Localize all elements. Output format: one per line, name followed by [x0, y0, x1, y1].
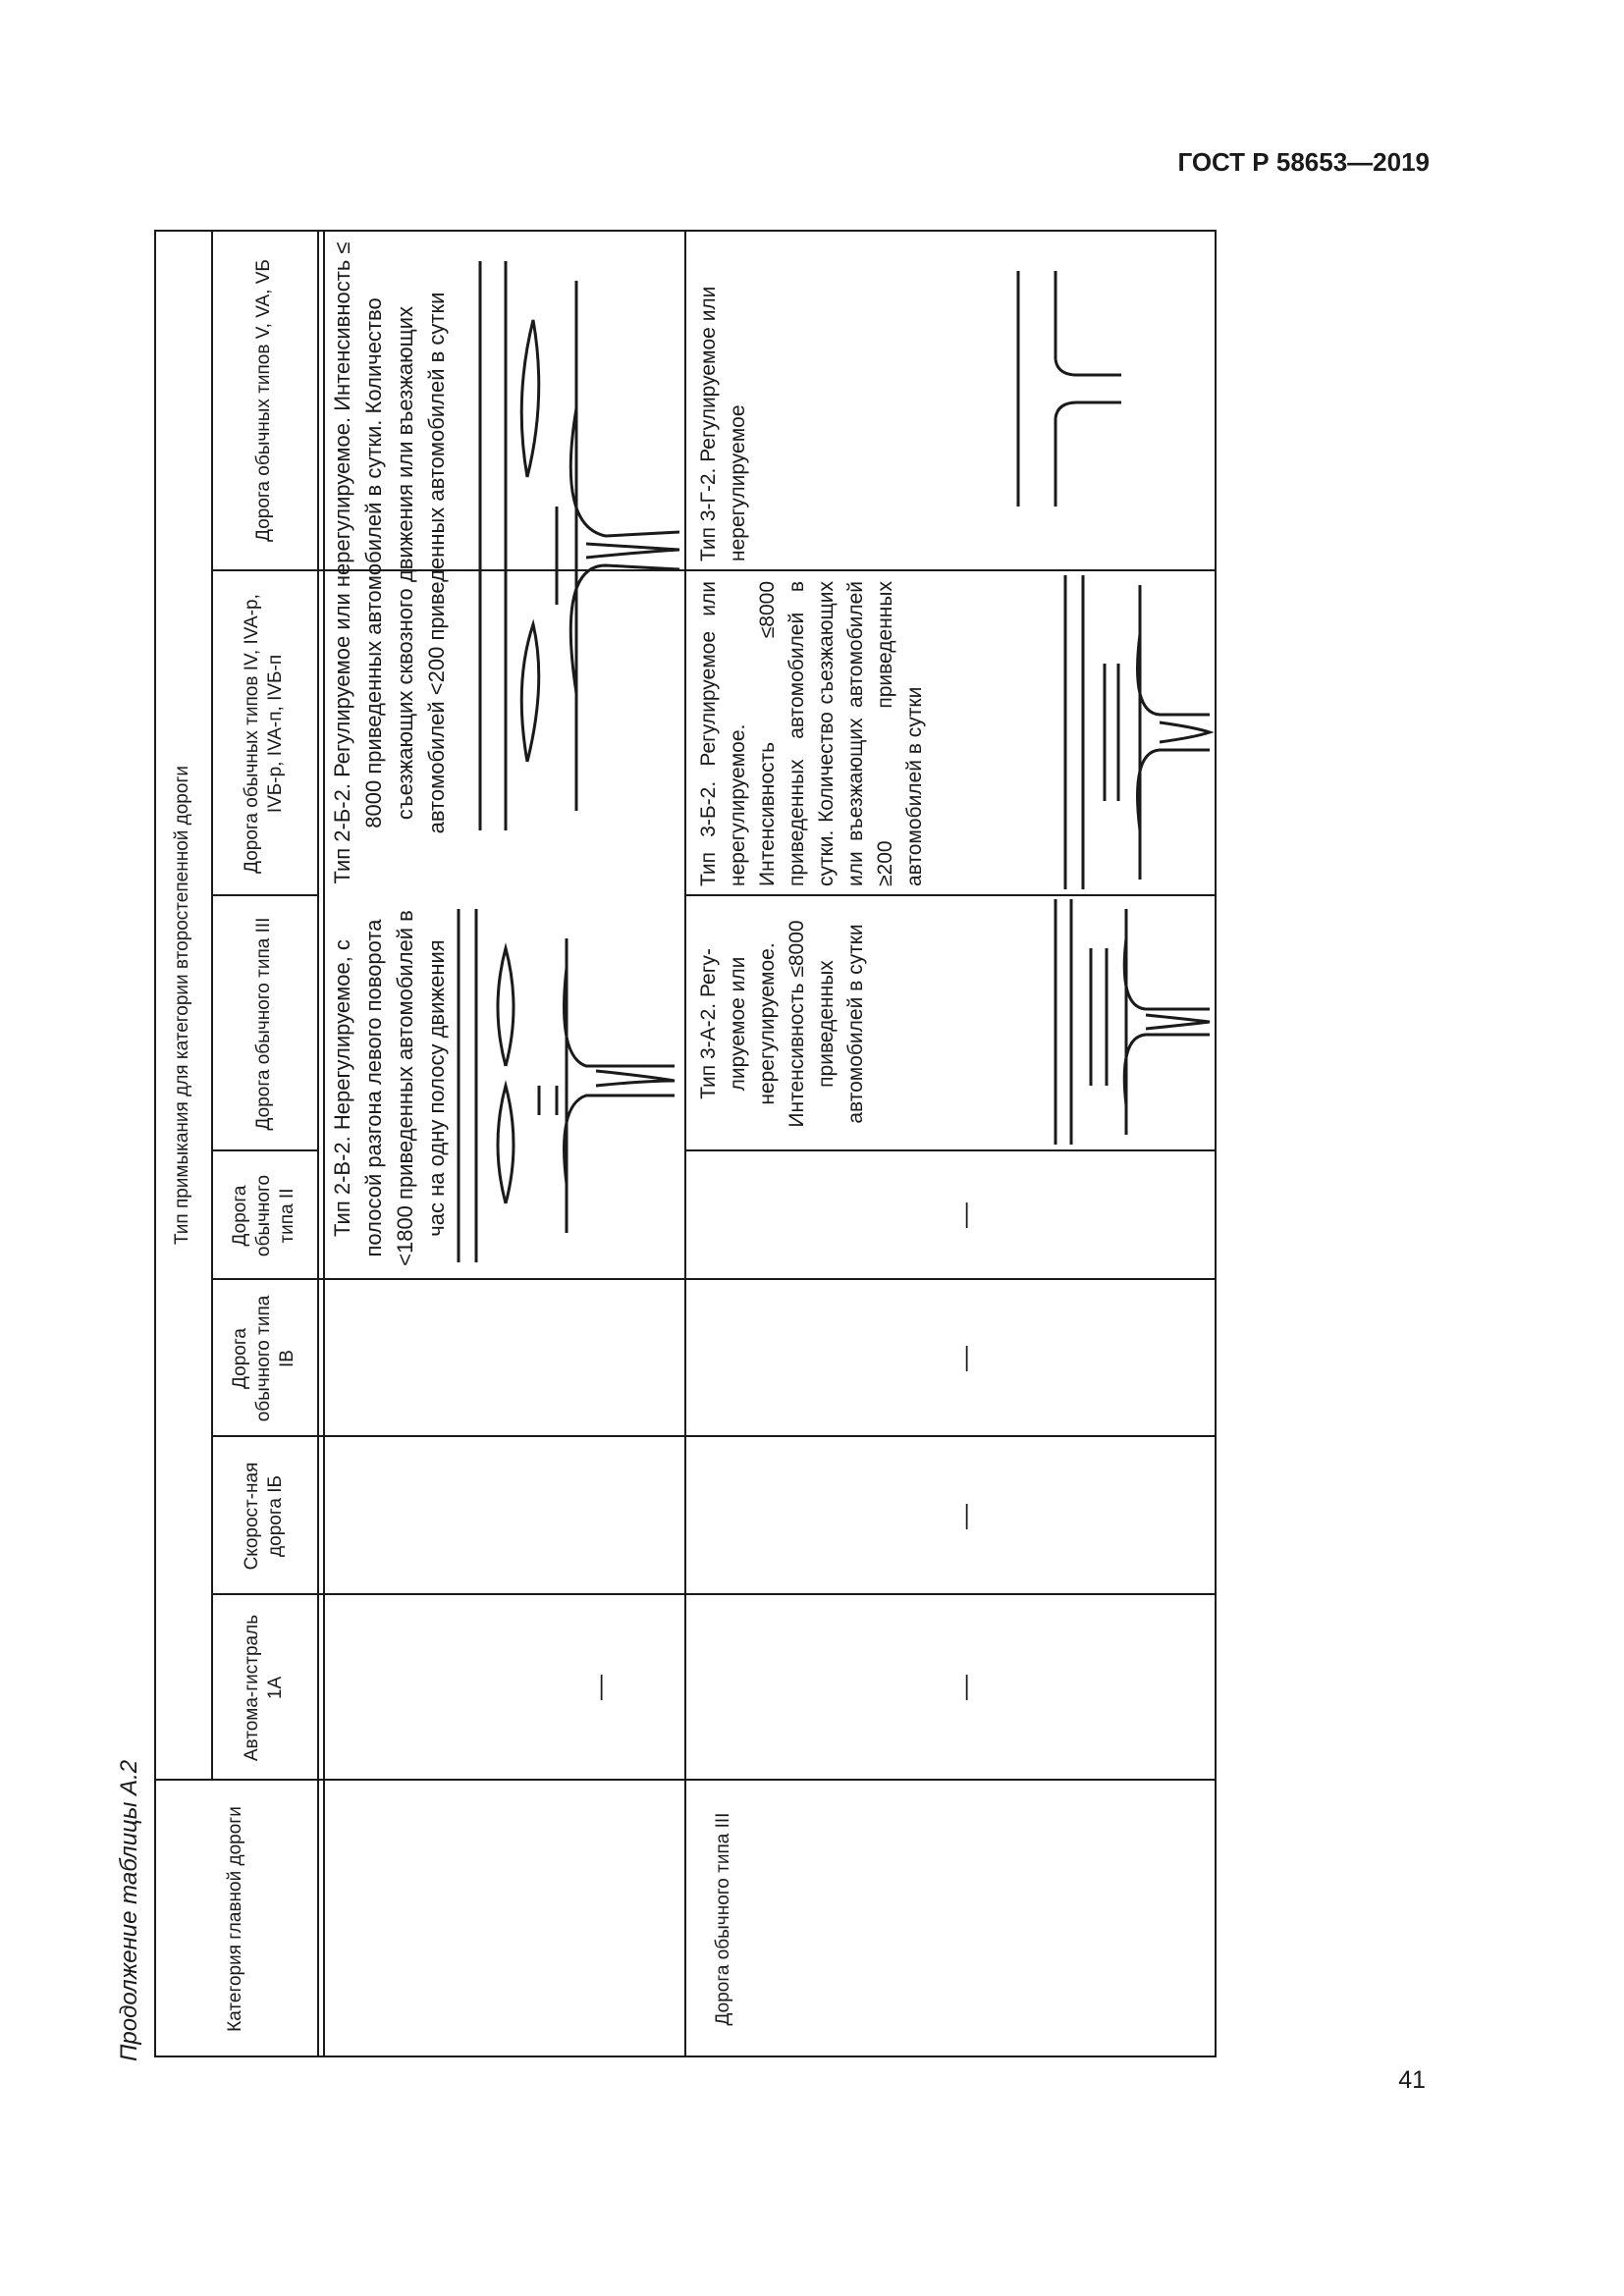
header-col-2: Дорога обычного типа II: [230, 1174, 298, 1257]
header-col-1b: Скорост-ная дорога IБ: [242, 1462, 286, 1571]
row2-1b-dash: —: [949, 1504, 979, 1529]
diagram-3b2: [1057, 575, 1215, 889]
header-col-5: Дорога обычных типов V, VA, VБ: [253, 259, 274, 542]
header-col-4: Дорога обычных типов IV, IVA-р, IVБ-р, IVA-п, IVБ-п: [242, 594, 286, 874]
diagram-2b2: [468, 261, 684, 830]
diagram-3a2: [1048, 899, 1215, 1145]
header-main-category: Категория главной дороги: [225, 1806, 245, 2032]
row2-1v-dash: —: [949, 1346, 979, 1371]
header-col-1v: Дорога обычного типа IВ: [230, 1295, 298, 1422]
header-divider-2: [323, 230, 325, 2057]
header-divider-1: [317, 230, 319, 2057]
diagram-2v2: [449, 909, 684, 1262]
row1-1a-dash: —: [584, 1675, 614, 1700]
col-line-2: [211, 1594, 1217, 1596]
header-col-1a: Автома-гистраль 1А: [242, 1614, 286, 1762]
row2-type-3a2-text: Тип 3-А-2. Регу-лируемое или нерегулируемое. Интенсивность ≤8000 приведенных автомобилей в сутки: [697, 920, 867, 1128]
row2-2-dash: —: [949, 1202, 979, 1228]
table-border-bottom: [1215, 230, 1217, 2057]
row1-type-2v2-text: Тип 2-В-2. Нерегулируемое, с полосой разгона левого поворота <1800 приведенных автомобилей в час на одну полосу движения: [330, 910, 449, 1266]
row2-category: Дорога обычного типа III: [713, 1812, 733, 2026]
row1-type-2b2-text: Тип 2-Б-2. Регулируемое или нерегулируемое. Интенсивность ≤ 8000 приведенных автомобилей в сутки. Количество съезжающих сквозного движения или въезжающих автомобилей <200 приведенных автомобилей в сутки: [330, 241, 449, 884]
header-col-3: Дорога обычного типа III: [253, 917, 274, 1131]
header-span: Тип примыкания для категории второстепенной дороги: [172, 766, 192, 1245]
rotated-table: [154, 230, 1217, 2057]
diagram-3g2: [999, 271, 1126, 507]
row2-1a-dash: —: [949, 1675, 979, 1700]
row2-type-3g2-text: Тип 3-Г-2. Регулируемое или нерегулируемое: [697, 286, 749, 561]
table-caption: Продолжение таблицы А.2: [116, 1759, 142, 2061]
page-number: 41: [1398, 2066, 1426, 2094]
col-line-3: [211, 1436, 1217, 1438]
row2-type-3b2-text: Тип 3-Б-2. Регулируемое или нерегулируемое. Интенсивность ≤8000 приведенных автомобилей в сутки. Количество съезжающих или въезжающих автомобилей ≥200 приведенных автомобилей в сутки: [697, 581, 926, 886]
document-code: ГОСТ Р 58653—2019: [1177, 147, 1430, 177]
